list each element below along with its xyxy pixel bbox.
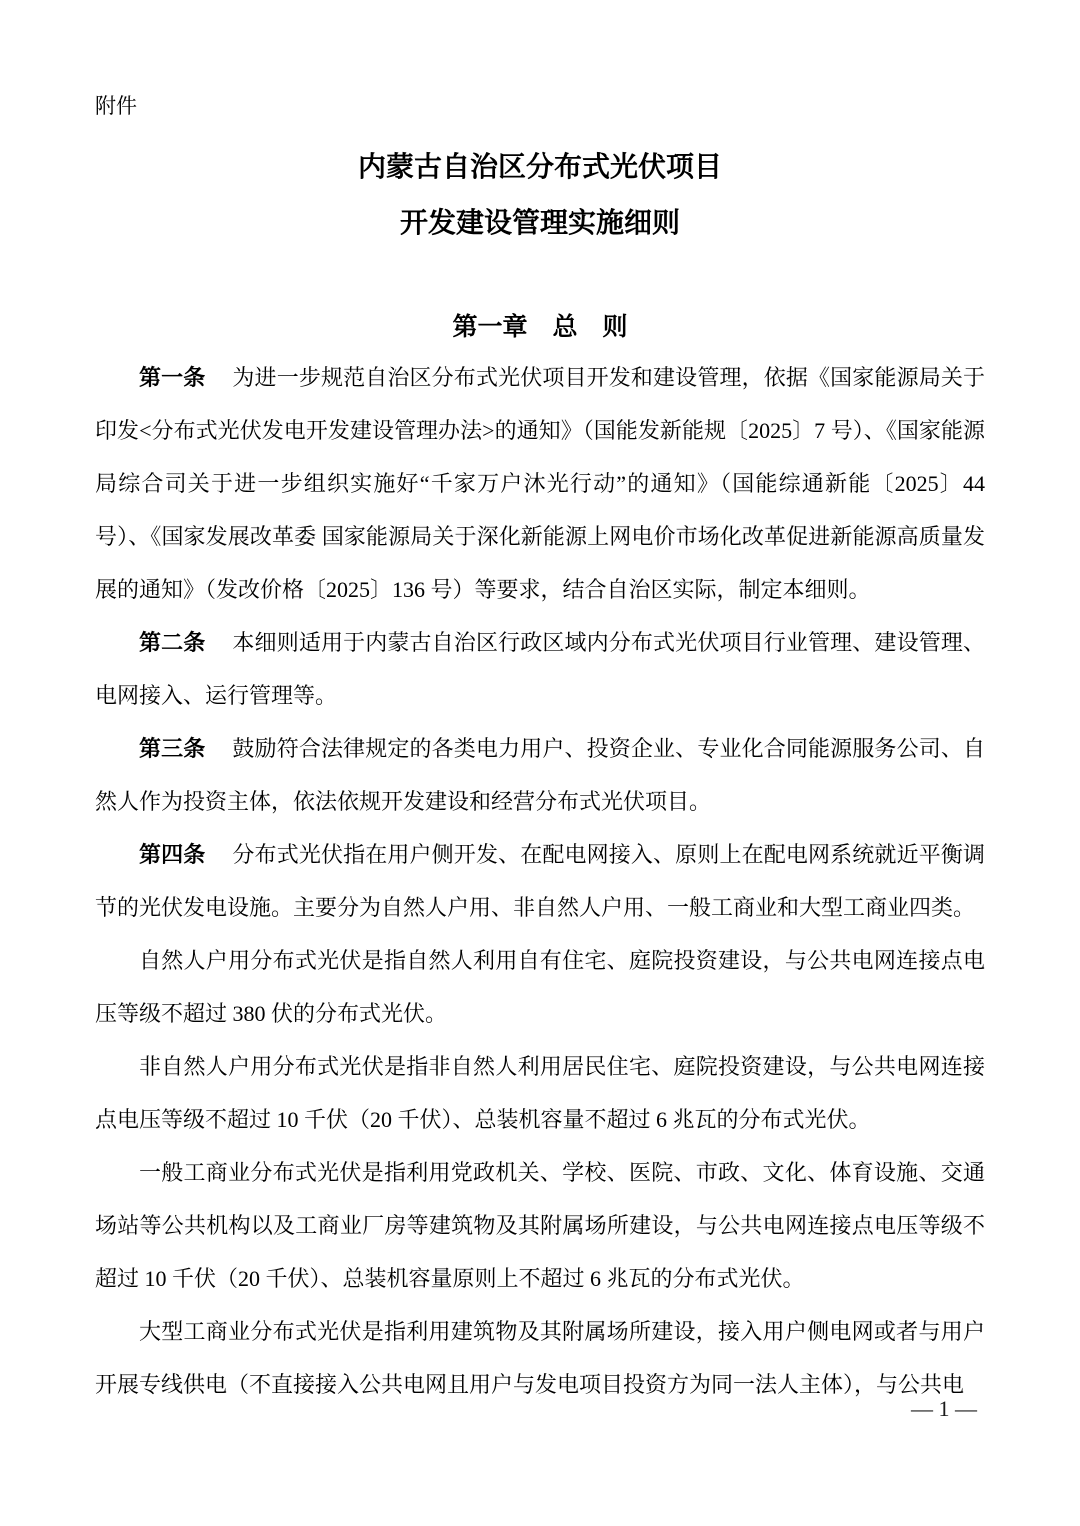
definition-large-commercial-text: 大型工商业分布式光伏是指利用建筑物及其附属场所建设，接入用户侧电网或者与用户开展专线供电（不直接接入公共电网且用户与发电项目投资方为同一法人主体），与公共电 bbox=[95, 1319, 985, 1397]
document-body bbox=[95, 351, 985, 1411]
article-1-paragraph bbox=[95, 351, 985, 616]
article-4-number: 第四条 bbox=[139, 842, 206, 867]
article-3-text: 鼓励符合法律规定的各类电力用户、投资企业、专业化合同能源服务公司、自然人作为投资主体，依法依规开发建设和经营分布式光伏项目。 bbox=[95, 736, 985, 814]
article-4-paragraph bbox=[95, 828, 985, 934]
document-title-line1: 内蒙古自治区分布式光伏项目 bbox=[357, 151, 722, 182]
article-4-text: 分布式光伏指在用户侧开发、在配电网接入、原则上在配电网系统就近平衡调节的光伏发电设施。主要分为自然人户用、非自然人户用、一般工商业和大型工商业四类。 bbox=[95, 842, 985, 920]
article-1-text: 为进一步规范自治区分布式光伏项目开发和建设管理，依据《国家能源局关于印发<分布式光伏发电开发建设管理办法>的通知》（国能发新能规〔2025〕7 号）、《国家能源局综合司关于进一步组织实施好“千家万户沐光行动”的通知》（国能综通新能〔2025〕44 号）、《国家发展改革委 国家能源局关于深化新能源上网电价市场化改革促进新能源高质量发展的通知》（发改价格〔2025〕136 号）等要求，结合自治区实际，制定本细则。 bbox=[95, 365, 985, 602]
article-2-paragraph bbox=[95, 616, 985, 722]
attachment-label: 附件 bbox=[95, 95, 137, 118]
page-number: — 1 — bbox=[911, 1396, 977, 1421]
definition-paragraph-large-commercial bbox=[95, 1305, 985, 1411]
definition-paragraph-natural-person bbox=[95, 934, 985, 1040]
article-3-paragraph bbox=[95, 722, 985, 828]
article-2-text: 本细则适用于内蒙古自治区行政区域内分布式光伏项目行业管理、建设管理、电网接入、运行管理等。 bbox=[95, 630, 985, 708]
definition-paragraph-non-natural-person bbox=[95, 1040, 985, 1146]
definition-paragraph-general-commercial bbox=[95, 1146, 985, 1305]
definition-general-commercial-text: 一般工商业分布式光伏是指利用党政机关、学校、医院、市政、文化、体育设施、交通场站等公共机构以及工商业厂房等建筑物及其附属场所建设，与公共电网连接点电压等级不超过 10 千伏（20 千伏）、总装机容量原则上不超过 6 兆瓦的分布式光伏。 bbox=[95, 1160, 985, 1291]
article-2-number: 第二条 bbox=[139, 630, 206, 655]
article-1-number: 第一条 bbox=[139, 365, 206, 390]
article-3-number: 第三条 bbox=[139, 736, 206, 761]
definition-natural-person-text: 自然人户用分布式光伏是指自然人利用自有住宅、庭院投资建设，与公共电网连接点电压等级不超过 380 伏的分布式光伏。 bbox=[95, 948, 985, 1026]
chapter-heading: 第一章 总 则 bbox=[452, 313, 628, 341]
document-title-line2: 开发建设管理实施细则 bbox=[399, 207, 680, 238]
definition-non-natural-person-text: 非自然人户用分布式光伏是指非自然人利用居民住宅、庭院投资建设，与公共电网连接点电压等级不超过 10 千伏（20 千伏）、总装机容量不超过 6 兆瓦的分布式光伏。 bbox=[95, 1054, 985, 1132]
